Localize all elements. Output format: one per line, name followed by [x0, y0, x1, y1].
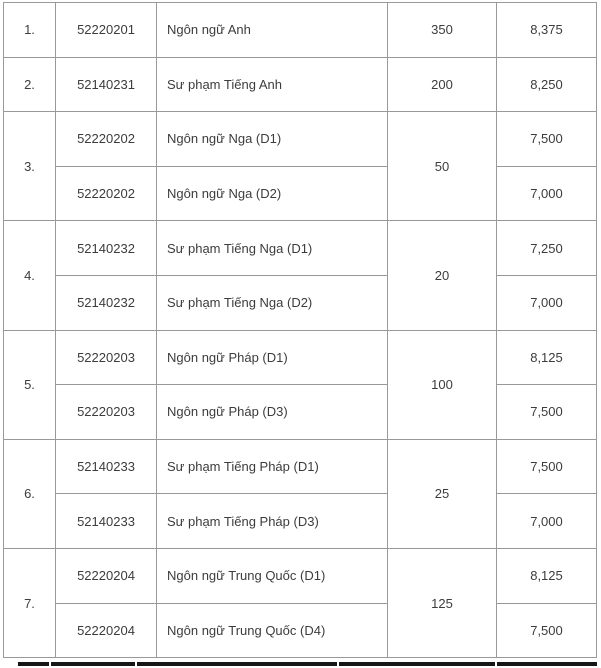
score-cell: 7,500 — [497, 439, 597, 494]
major-code-cell: 52140231 — [56, 57, 157, 112]
score-cell: 8,125 — [497, 548, 597, 603]
score-cell: 8,250 — [497, 57, 597, 112]
major-name-cell: Ngôn ngữ Trung Quốc (D4) — [157, 603, 388, 658]
score-cell: 7,500 — [497, 385, 597, 440]
major-code-cell: 52220204 — [56, 548, 157, 603]
table-row — [4, 603, 597, 658]
major-name-cell: Ngôn ngữ Nga (D2) — [157, 166, 388, 221]
major-code-cell: 52140232 — [56, 221, 157, 276]
major-code-cell: 52220203 — [56, 385, 157, 440]
row-number-cell: 3. — [4, 112, 56, 221]
row-number-cell: 5. — [4, 330, 56, 439]
row-number-cell: 4. — [4, 221, 56, 330]
major-code-cell: 52220201 — [56, 3, 157, 58]
row-number-cell: 2. — [4, 57, 56, 112]
table-row — [4, 439, 597, 494]
next-table-top-edge — [18, 662, 597, 668]
table-row — [4, 112, 597, 167]
table-row — [4, 3, 597, 58]
major-name-cell: Ngôn ngữ Pháp (D1) — [157, 330, 388, 385]
major-name-cell: Ngôn ngữ Nga (D1) — [157, 112, 388, 167]
quota-cell: 25 — [388, 439, 497, 548]
next-table-cell-edge — [18, 662, 49, 668]
major-code-cell: 52220202 — [56, 166, 157, 221]
score-cell: 8,125 — [497, 330, 597, 385]
major-code-cell: 52220202 — [56, 112, 157, 167]
major-name-cell: Ngôn ngữ Anh — [157, 3, 388, 58]
table-row — [4, 548, 597, 603]
score-cell: 7,000 — [497, 166, 597, 221]
quota-cell: 50 — [388, 112, 497, 221]
table-row — [4, 57, 597, 112]
major-name-cell: Sư phạm Tiếng Pháp (D1) — [157, 439, 388, 494]
major-name-cell: Ngôn ngữ Trung Quốc (D1) — [157, 548, 388, 603]
quota-cell: 125 — [388, 548, 497, 657]
score-cell: 7,250 — [497, 221, 597, 276]
table-row — [4, 494, 597, 549]
quota-cell: 100 — [388, 330, 497, 439]
next-table-cell-edge — [137, 662, 337, 668]
score-cell: 7,500 — [497, 603, 597, 658]
next-table-cell-edge — [51, 662, 135, 668]
row-number-cell: 7. — [4, 548, 56, 657]
major-name-cell: Sư phạm Tiếng Nga (D2) — [157, 275, 388, 330]
major-code-cell: 52220203 — [56, 330, 157, 385]
table-row — [4, 385, 597, 440]
next-table-cell-edge — [497, 662, 597, 668]
major-code-cell: 52140233 — [56, 494, 157, 549]
major-name-cell: Sư phạm Tiếng Nga (D1) — [157, 221, 388, 276]
score-cell: 7,500 — [497, 112, 597, 167]
table-row — [4, 166, 597, 221]
table-row — [4, 275, 597, 330]
quota-cell: 200 — [388, 57, 497, 112]
row-number-cell: 1. — [4, 3, 56, 58]
major-code-cell: 52220204 — [56, 603, 157, 658]
admission-table — [3, 2, 597, 658]
major-code-cell: 52140232 — [56, 275, 157, 330]
quota-cell: 350 — [388, 3, 497, 58]
score-cell: 8,375 — [497, 3, 597, 58]
major-name-cell: Sư phạm Tiếng Pháp (D3) — [157, 494, 388, 549]
major-code-cell: 52140233 — [56, 439, 157, 494]
next-table-cell-edge — [339, 662, 495, 668]
row-number-cell: 6. — [4, 439, 56, 548]
score-cell: 7,000 — [497, 494, 597, 549]
major-name-cell: Ngôn ngữ Pháp (D3) — [157, 385, 388, 440]
table-row — [4, 330, 597, 385]
major-name-cell: Sư phạm Tiếng Anh — [157, 57, 388, 112]
table-row — [4, 221, 597, 276]
score-cell: 7,000 — [497, 275, 597, 330]
quota-cell: 20 — [388, 221, 497, 330]
